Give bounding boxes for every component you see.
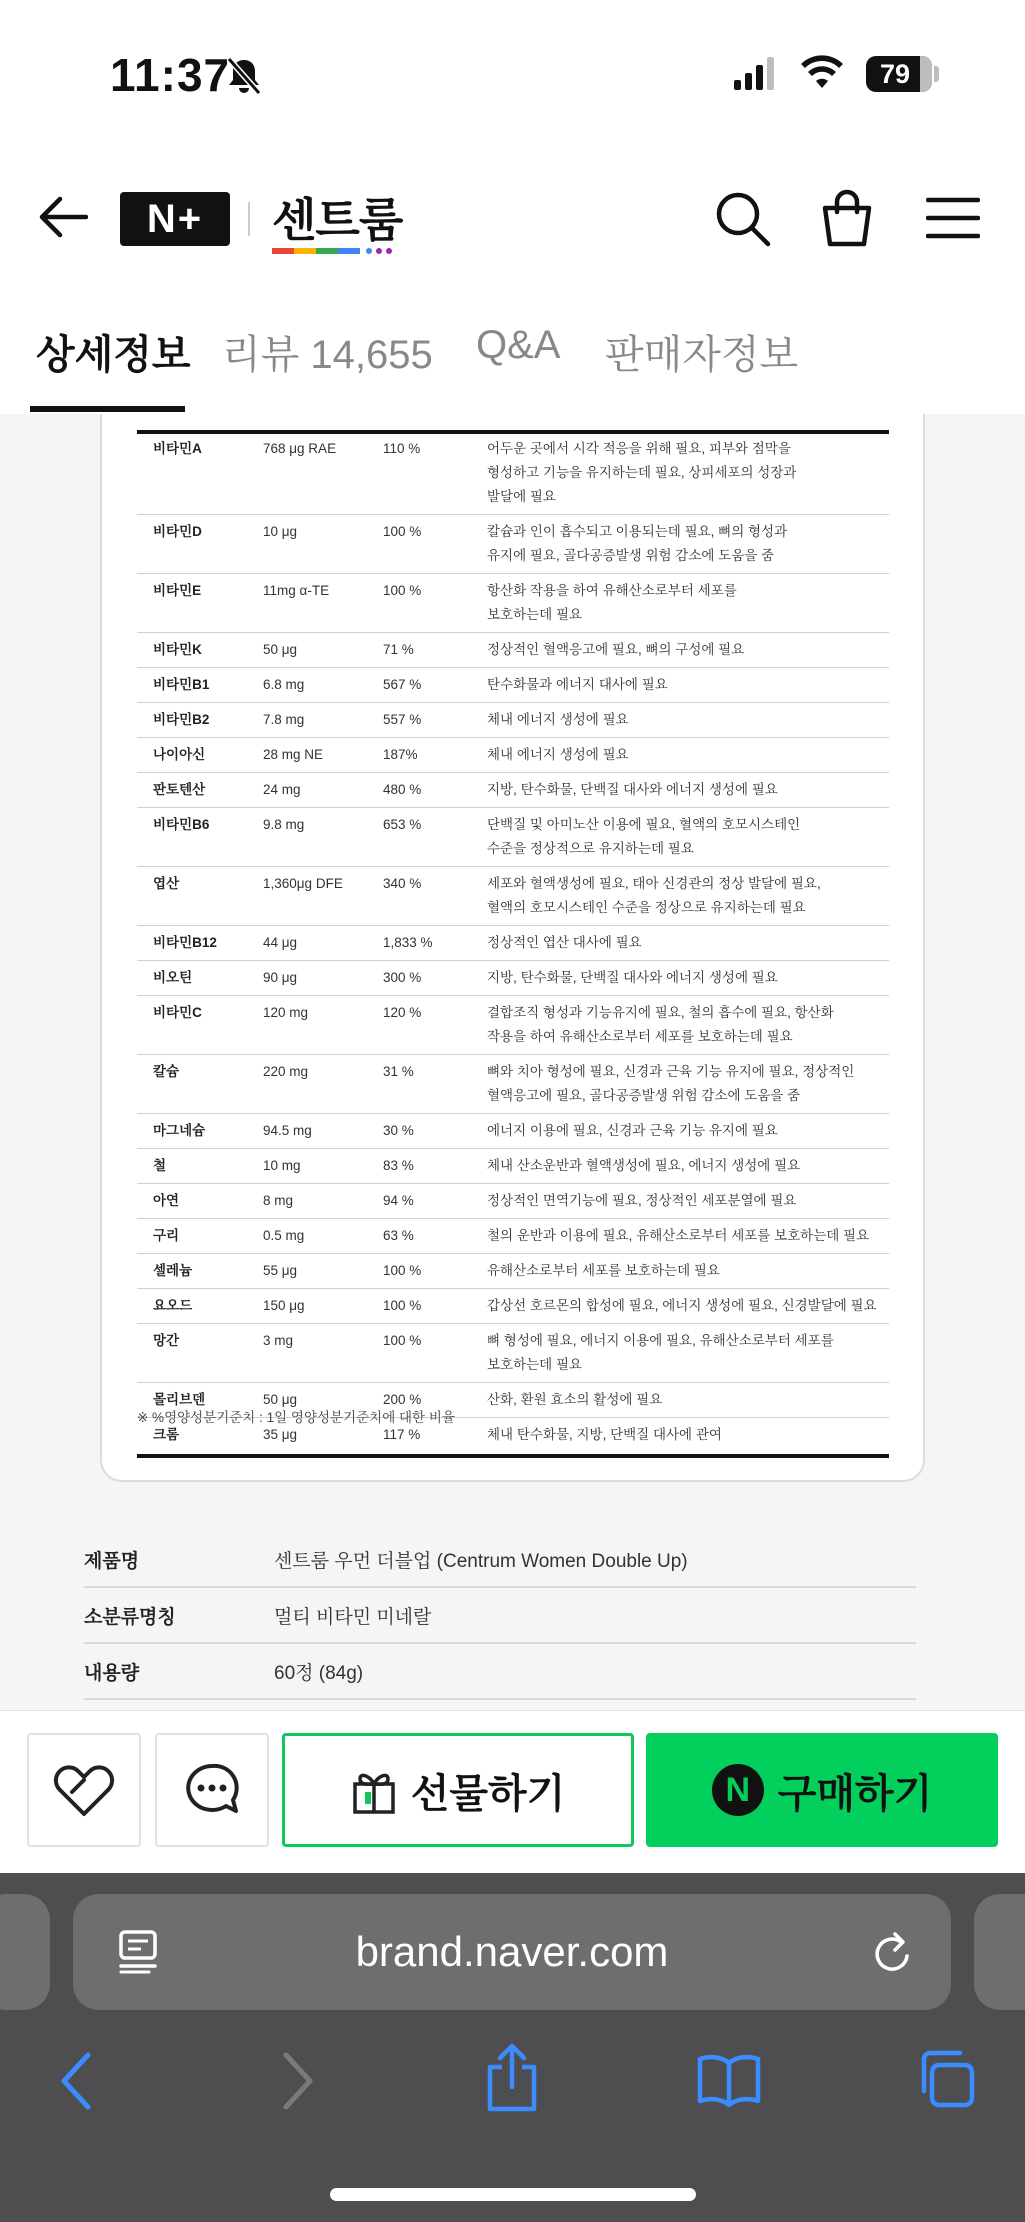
nutrient-description	[487, 773, 889, 808]
nutrient-percent: 31 %	[383, 1055, 487, 1114]
nutrition-row	[137, 1254, 889, 1289]
battery-icon	[866, 56, 932, 92]
product-name-label: 제품명	[84, 1551, 140, 1572]
chat-bubble-icon	[182, 1760, 242, 1820]
tabs-icon[interactable]	[914, 2047, 976, 2109]
active-tab-indicator	[30, 406, 185, 412]
nutrient-percent: 187%	[383, 738, 487, 773]
product-name-value: 센트룸 우먼 더블업 (Centrum Women Double Up)	[274, 1551, 688, 1572]
nutrition-row	[137, 1184, 889, 1219]
nutrient-name: 크롬	[153, 1427, 180, 1442]
brand-logo[interactable]	[272, 184, 402, 254]
previous-tab-peek[interactable]	[0, 1894, 50, 2010]
nutrient-percent: 100 %	[383, 1324, 487, 1383]
nutrient-description-line: 유지에 필요, 골다공증발생 위험 감소에 도움을 줌	[487, 548, 775, 563]
nutrient-amount: 768 μg RAE	[263, 432, 383, 515]
nutrient-name: 비타민K	[137, 633, 263, 668]
nutrient-description-line: 단백질 및 아미노산 이용에 필요, 혈액의 호모시스테인	[487, 817, 801, 832]
nutrient-name: 망간	[137, 1324, 263, 1383]
nutrient-description-line: 탄수화물과 에너지 대사에 필요	[487, 677, 668, 692]
nutrient-description-line: 어두운 곳에서 시각 적응을 위해 필요, 피부와 점막을	[487, 441, 791, 456]
nutrient-description-line: 뼈 형성에 필요, 에너지 이용에 필요, 유해산소로부터 세포를	[487, 1333, 834, 1348]
nutrient-percent: 71 %	[383, 633, 487, 668]
nutrient-description-line: 체내 산소운반과 혈액생성에 필요, 에너지 생성에 필요	[487, 1158, 801, 1173]
nutrition-row	[137, 738, 889, 773]
nutrient-percent: 30 %	[383, 1114, 487, 1149]
nutrient-name: 비타민D	[137, 515, 263, 574]
nutrient-name: 마그네슘	[137, 1114, 263, 1149]
nutrient-amount: 150 μg	[263, 1289, 383, 1324]
search-icon[interactable]	[714, 190, 772, 248]
nutrient-description	[487, 926, 889, 961]
nutrition-row	[137, 432, 889, 515]
nutrient-name: 비타민C	[137, 996, 263, 1055]
nutrient-description-line: 항산화 작용을 하여 유해산소로부터 세포를	[487, 583, 737, 598]
nutrient-description	[487, 1219, 889, 1254]
nutrition-row	[137, 574, 889, 633]
nutrient-name: 구리	[137, 1219, 263, 1254]
browser-toolbar	[0, 1873, 1025, 2222]
nutrient-description-line: 혈액의 호모시스테인 수준을 정상으로 유지하는데 필요	[487, 900, 806, 915]
category-value: 멀티 비타민 미네랄	[274, 1607, 432, 1628]
nutrient-percent: 100 %	[383, 1289, 487, 1324]
nutrient-name: 비타민A	[137, 432, 263, 515]
nutrient-description-line: 형성하고 기능을 유지하는데 필요, 상피세포의 성장과	[487, 465, 797, 480]
home-indicator	[330, 2188, 696, 2201]
nutrient-amount: 24 mg	[263, 773, 383, 808]
nutrient-description-line: 정상적인 혈액응고에 필요, 뼈의 구성에 필요	[487, 642, 745, 657]
nutrient-description-line: 갑상선 호르몬의 합성에 필요, 에너지 생성에 필요, 신경발달에 필요	[487, 1298, 877, 1313]
nutrient-name: 엽산	[137, 867, 263, 926]
nutrient-description	[487, 961, 889, 996]
nutrient-amount: 220 mg	[263, 1055, 383, 1114]
nutrient-description	[487, 1289, 889, 1324]
nutrient-description	[487, 1114, 889, 1149]
nutrient-amount: 3 mg	[263, 1324, 383, 1383]
nutrient-description-line: 체내 탄수화물, 지방, 단백질 대사에 관여	[487, 1427, 722, 1442]
nutrient-percent: 100 %	[383, 515, 487, 574]
nutrient-amount: 94.5 mg	[263, 1114, 383, 1149]
nutrition-row	[137, 996, 889, 1055]
chat-button[interactable]	[155, 1733, 269, 1847]
nutrient-description	[487, 1184, 889, 1219]
nutrient-description-line: 작용을 하여 유해산소로부터 세포를 보호하는데 필요	[487, 1029, 793, 1044]
url-text[interactable]: brand.naver.com	[355, 1928, 669, 1975]
buy-button[interactable]	[646, 1733, 998, 1847]
nutrition-row	[137, 773, 889, 808]
nutrient-description-line: 체내 에너지 생성에 필요	[487, 712, 629, 727]
nutrient-amount: 28 mg NE	[263, 738, 383, 773]
tab-reviews[interactable]: 리뷰 14,655	[222, 333, 433, 377]
nutrient-name: 나이아신	[137, 738, 263, 773]
nutrient-name: 비타민E	[137, 574, 263, 633]
nutrient-percent: 94 %	[383, 1184, 487, 1219]
nutrient-description-line: 뼈와 치아 형성에 필요, 신경과 근육 기능 유지에 필요, 정상적인	[487, 1064, 855, 1079]
product-info-table	[84, 1532, 916, 1700]
product-info-row	[84, 1644, 916, 1700]
back-arrow-icon[interactable]	[38, 196, 88, 238]
wishlist-button[interactable]	[27, 1733, 141, 1847]
nutrition-row	[137, 1055, 889, 1114]
battery-tip	[934, 66, 939, 82]
nutrition-row	[137, 1324, 889, 1383]
nutrient-description-line: 산화, 환원 효소의 활성에 필요	[487, 1392, 663, 1407]
detail-tabs	[0, 285, 1025, 415]
nutrient-percent: 63 %	[383, 1219, 487, 1254]
nutrient-amount: 10 μg	[263, 515, 383, 574]
nutrient-amount: 7.8 mg	[263, 703, 383, 738]
nutrition-row	[137, 515, 889, 574]
nutrient-description	[487, 1055, 889, 1114]
nutrient-name: 철	[137, 1149, 263, 1184]
nutrient-name: 요오드	[137, 1289, 263, 1324]
nutrient-description	[487, 574, 889, 633]
nutrient-percent: 100 %	[383, 1254, 487, 1289]
nutrient-description	[487, 996, 889, 1055]
naver-pay-icon	[712, 1764, 764, 1816]
nutrient-description	[487, 1149, 889, 1184]
nutrient-amount: 11mg α-TE	[263, 574, 383, 633]
nutrition-row	[137, 808, 889, 867]
nutrient-percent: 100 %	[383, 574, 487, 633]
nutrient-percent: 480 %	[383, 773, 487, 808]
shopping-bag-icon[interactable]	[820, 188, 874, 248]
nutrient-amount: 35 μg	[263, 1427, 298, 1442]
nutrient-percent: 117 %	[383, 1427, 421, 1442]
signal-icon	[734, 56, 776, 90]
nutrient-description	[487, 1324, 889, 1383]
nutrient-percent: 300 %	[383, 961, 487, 996]
nutrient-name: 비타민B12	[137, 926, 263, 961]
naver-plus-logo-text: N+	[146, 196, 204, 241]
nutrient-percent: 653 %	[383, 808, 487, 867]
nutrient-percent: 120 %	[383, 996, 487, 1055]
nutrient-description-line: 정상적인 엽산 대사에 필요	[487, 935, 642, 950]
nutrient-amount: 6.8 mg	[263, 668, 383, 703]
nutrient-description-line: 체내 에너지 생성에 필요	[487, 747, 629, 762]
status-time: 11:37	[110, 49, 231, 101]
nutrient-name: 비타민B6	[137, 808, 263, 867]
nutrient-description	[487, 1383, 889, 1418]
address-bar[interactable]	[73, 1894, 951, 2010]
nutrition-row	[137, 1114, 889, 1149]
nutrient-description-line: 결합조직 형성과 기능유지에 필요, 철의 흡수에 필요, 항산화	[487, 1005, 834, 1020]
nutrition-row	[137, 633, 889, 668]
nutrient-amount: 1,360μg DFE	[263, 867, 383, 926]
header-divider	[248, 202, 250, 236]
nutrient-amount: 0.5 mg	[263, 1219, 383, 1254]
nutrient-name: 비타민B1	[137, 668, 263, 703]
nutrient-amount: 50 μg	[263, 1383, 383, 1418]
nutrient-description	[487, 432, 889, 515]
nutrient-amount: 44 μg	[263, 926, 383, 961]
nutrient-description-line: 철의 운반과 이용에 필요, 유해산소로부터 세포를 보호하는데 필요	[487, 1228, 870, 1243]
nutrient-description	[487, 808, 889, 867]
nutrient-name: 비타민B2	[137, 703, 263, 738]
nutrient-description-line: 혈액응고에 필요, 골다공증발생 위험 감소에 도움을 줌	[487, 1088, 801, 1103]
menu-icon[interactable]	[926, 196, 980, 240]
nutrient-description-line: 보호하는데 필요	[487, 607, 583, 622]
nutrient-description	[487, 1254, 889, 1289]
nutrient-description-line: 수준을 정상적으로 유지하는데 필요	[487, 841, 694, 856]
nutrient-description-line: 지방, 탄수화물, 단백질 대사와 에너지 생성에 필요	[487, 782, 778, 797]
nutrient-amount: 50 μg	[263, 633, 383, 668]
nutrition-row	[137, 668, 889, 703]
nutrient-amount: 120 mg	[263, 996, 383, 1055]
wifi-icon	[800, 54, 844, 90]
nutrient-percent: 83 %	[383, 1149, 487, 1184]
tab-seller-info[interactable]: 판매자정보	[605, 333, 799, 377]
nutrient-description-line: 에너지 이용에 필요, 신경과 근육 기능 유지에 필요	[487, 1123, 778, 1138]
battery-level: 79	[879, 59, 911, 89]
purchase-action-bar	[0, 1710, 1025, 1873]
forward-icon[interactable]	[280, 2051, 316, 2111]
nutrient-description-line: 정상적인 면역기능에 필요, 정상적인 세포분열에 필요	[487, 1193, 797, 1208]
nutrient-amount: 10 mg	[263, 1149, 383, 1184]
nutrient-description-line: 발달에 필요	[487, 489, 556, 504]
bookmarks-icon[interactable]	[696, 2053, 762, 2107]
nutrient-name: 몰리브덴	[137, 1383, 263, 1418]
nutrient-amount: 8 mg	[263, 1184, 383, 1219]
nutrient-description	[487, 1418, 889, 1453]
nutrient-description	[487, 668, 889, 703]
detail-content[interactable]	[0, 414, 1025, 1710]
nutrient-description	[487, 515, 889, 574]
nutrition-row	[137, 1289, 889, 1324]
nutrient-description-line: 지방, 탄수화물, 단백질 대사와 에너지 생성에 필요	[487, 970, 778, 985]
nutrition-row	[137, 867, 889, 926]
nutrient-name: 칼슘	[137, 1055, 263, 1114]
nutrient-description	[487, 633, 889, 668]
volume-value: 60정 (84g)	[274, 1663, 364, 1684]
brand-name: 센트룸	[272, 194, 403, 246]
nutrient-description	[487, 738, 889, 773]
app-header	[0, 140, 1025, 285]
nutrient-percent: 110 %	[383, 432, 487, 515]
nutrient-percent: 1,833 %	[383, 926, 487, 961]
nutrient-name: 판토텐산	[137, 773, 263, 808]
bell-mute-icon	[226, 56, 262, 96]
nutrient-description-line: 유해산소로부터 세포를 보호하는데 필요	[487, 1263, 720, 1278]
nutrient-name: 셀레늄	[137, 1254, 263, 1289]
nutrition-row	[137, 1149, 889, 1184]
naver-pay-badge: N	[725, 1770, 750, 1809]
nutrient-percent: 340 %	[383, 867, 487, 926]
nutrient-description-line: 보호하는데 필요	[487, 1357, 583, 1372]
buy-button-label: 구매하기	[777, 1771, 933, 1816]
nutrient-amount: 9.8 mg	[263, 808, 383, 867]
gift-button[interactable]	[282, 1733, 634, 1847]
table-bottom-rule	[137, 1454, 889, 1458]
heart-icon	[52, 1762, 116, 1818]
nutrient-name: 아연	[137, 1184, 263, 1219]
reload-icon[interactable]	[871, 1930, 915, 1976]
nutrient-amount: 55 μg	[263, 1254, 383, 1289]
naver-plus-logo[interactable]	[120, 192, 230, 246]
tab-detail[interactable]: 상세정보	[36, 333, 191, 377]
nutrient-percent: 567 %	[383, 668, 487, 703]
tab-qna[interactable]: Q&A	[476, 323, 561, 367]
nutrient-description-line: 칼슘과 인이 흡수되고 이용되는데 필요, 뼈의 형성과	[487, 524, 788, 539]
nutrition-row	[137, 703, 889, 738]
nutrient-percent: 557 %	[383, 703, 487, 738]
next-tab-peek[interactable]	[974, 1894, 1025, 2010]
nutrient-name: 비오틴	[137, 961, 263, 996]
category-label: 소분류명칭	[84, 1607, 176, 1628]
product-info-row	[84, 1588, 916, 1644]
nutrition-row	[137, 1219, 889, 1254]
volume-label: 내용량	[84, 1663, 140, 1684]
nutrition-table	[137, 432, 889, 1452]
nutrient-description-line: 세포와 혈액생성에 필요, 태아 신경관의 정상 발달에 필요,	[487, 876, 821, 891]
nutrition-row	[137, 961, 889, 996]
gift-button-label: 선물하기	[410, 1771, 566, 1816]
nutrient-description	[487, 867, 889, 926]
nutrient-description	[487, 703, 889, 738]
nutrient-amount: 90 μg	[263, 961, 383, 996]
nutrition-row	[137, 926, 889, 961]
gift-icon	[351, 1766, 397, 1814]
back-icon[interactable]	[58, 2051, 94, 2111]
nutrition-footnote: ※ %영양성분기준치 : 1일 영양성분기준치에 대한 비율	[137, 1410, 455, 1425]
nutrient-percent: 200 %	[383, 1383, 487, 1418]
share-icon[interactable]	[484, 2043, 540, 2113]
product-info-row	[84, 1532, 916, 1588]
status-bar	[0, 0, 1025, 140]
